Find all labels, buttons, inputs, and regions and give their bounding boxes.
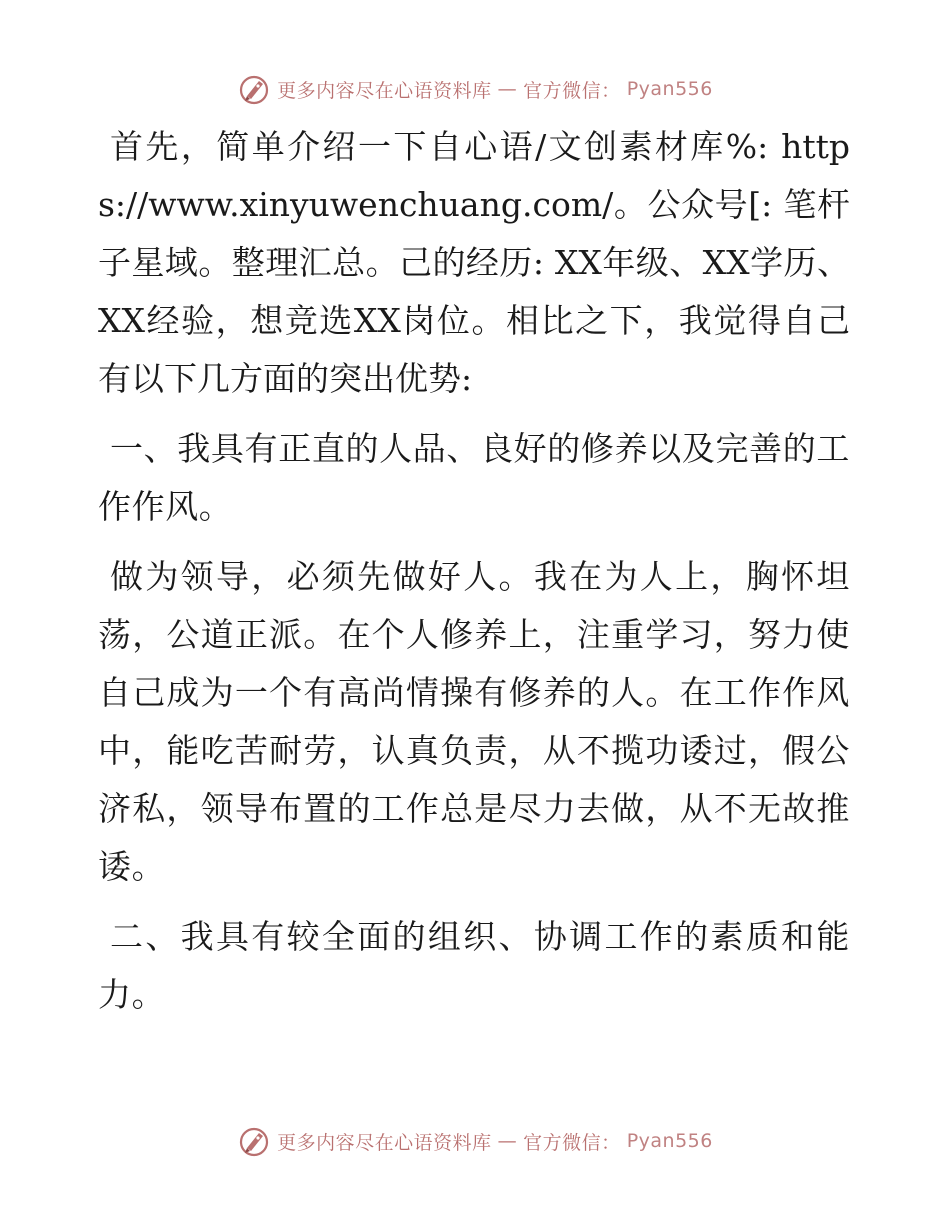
banner-wechat-id: Pyan556 [626,78,713,100]
banner-dash: — [497,78,518,100]
paragraph-point-one-body: 做为领导，必须先做好人。我在为人上，胸怀坦荡，公道正派。在个人修养上，注重学习，努力使自己成为一个有高尚情操有修养的人。在工作作风中，能吃苦耐劳，认真负责，从不揽功诿过，假公济私，领导布置的工作总是尽力去做，从不无故推诿。 [98,557,850,886]
paragraph-intro: 首先，简单介绍一下自心语/文创素材库%: https://www.xinyuwenchuang.com/。公众号[: 笔杆子星域。整理汇总。己的经历: XX年级、XX学历、XX经验，想竞选XX岗位。相比之下，我觉得自己有以下几方面的突出优势: [98,127,850,398]
paragraph-point-two-heading: 二、我具有较全面的组织、协调工作的素质和能力。 [98,917,850,1014]
banner-wechat-id: Pyan556 [626,1130,713,1152]
pen-nib-logo-icon [237,72,271,106]
pen-nib-logo-icon [237,1124,271,1158]
paragraph-point-one-heading: 一、我具有正直的人品、良好的修养以及完善的工作作风。 [98,429,850,526]
banner-text: 更多内容尽在心语资料库 [277,1131,492,1154]
header-watermark-banner [0,72,950,106]
footer-watermark-banner [0,1124,950,1158]
banner-text: 更多内容尽在心语资料库 [277,79,492,102]
document-body [98,118,850,1024]
banner-wechat-label: 官方微信： [523,1131,621,1154]
banner-dash: — [497,1130,518,1152]
banner-wechat-label: 官方微信： [523,79,621,102]
